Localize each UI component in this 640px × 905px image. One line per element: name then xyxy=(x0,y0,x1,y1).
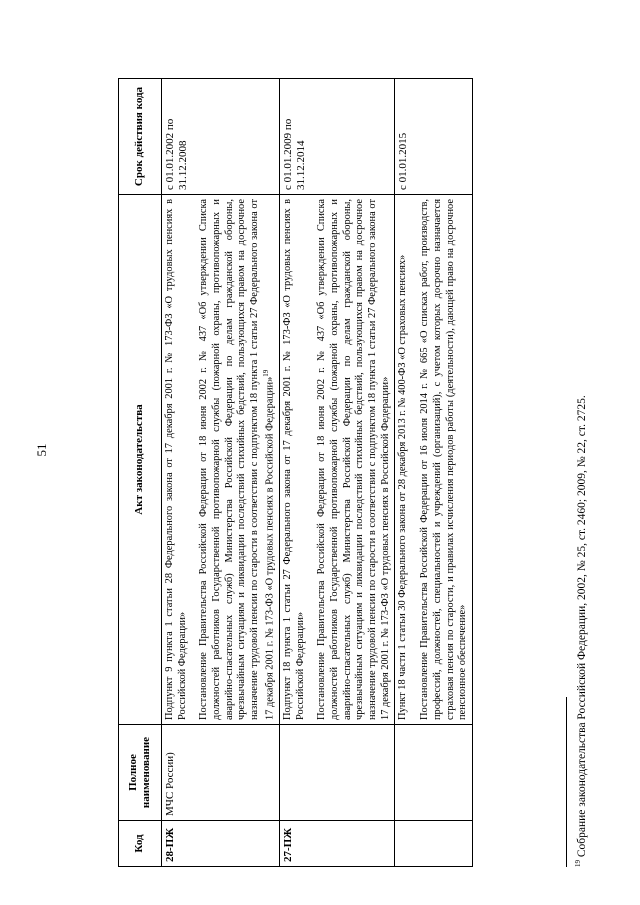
row-name xyxy=(279,725,395,821)
table-row xyxy=(162,79,280,867)
act-paragraph: Подпункт 18 пункта 1 статьи 27 Федерального закона от 17 декабря 2001 г. № 173-ФЗ «О трудовых пенсиях в Российской Федерации» xyxy=(281,199,306,720)
row-code: 27-ПЖ xyxy=(279,821,395,867)
legislation-table xyxy=(118,78,473,867)
row-code: 28-ПЖ xyxy=(162,821,280,867)
act-paragraph: Постановление Правительства Российской Федерации от 16 июля 2014 г. № 665 «О списках работ, производств, профессий, должностей, специальностей и учреждений (организаций), с учетом которых досрочно назначается страховая пенсия по старости, и правилах исчисления периодов работы (деятельности), дающей право на досрочное пенсионное обеспечение» xyxy=(419,199,469,720)
row-name xyxy=(395,725,472,821)
header-term: Срок действия кода xyxy=(119,79,162,195)
footnote xyxy=(574,87,588,867)
footnote-mark: 19 xyxy=(261,369,270,377)
act-paragraph: Подпункт 9 пункта 1 статьи 28 Федерального закона от 17 декабря 2001 г. № 173-ФЗ «О трудовых пенсиях в Российской Федерации» xyxy=(164,199,188,720)
footnote-divider xyxy=(566,697,567,867)
table-header-row xyxy=(119,79,162,867)
header-code: Код xyxy=(119,821,162,867)
table-row xyxy=(279,79,395,867)
row-act xyxy=(395,195,472,725)
act-paragraph: Постановление Правительства Российской Федерации от 18 июня 2002 г. № 437 «Об утверждении Списка должностей работников Государственной противопожарной службы (пожарной охраны, противопожарных и аварийно-спасательных служб) Министерства Российской Федерации по делам гражданской обороны, чрезвычайным ситуациям и ликвидации последствий стихийных бедствий, пользующихся правом на досрочное назначение трудовой пенсии по старости в соответствии с подпунктом 18 пункта 1 статьи 27 Федерального закона от 17 декабря 2001 г. № 173-ФЗ «О трудовых пенсиях в Российской Федерации» xyxy=(316,199,391,720)
act-paragraph xyxy=(198,199,277,720)
row-act xyxy=(162,195,280,725)
header-name: Полное наименование xyxy=(119,725,162,821)
page-number: 51 xyxy=(34,443,49,457)
row-term: с 01.01.2002 по 31.12.2008 xyxy=(162,79,280,195)
row-code xyxy=(395,821,472,867)
act-paragraph-text: Постановление Правительства Российской Федерации от 18 июня 2002 г. № 437 «Об утверждении Списка должностей работников Государственной противопожарной службы (пожарной охраны, противопожарных и аварийно-спасательных служб) Министерства Российской Федерации по делам гражданской обороны, чрезвычайным ситуациям и ликвидации последствий стихийных бедствий, пользующихся правом на досрочное назначение трудовой пенсии по старости в соответствии с подпунктом 18 пункта 1 статьи 27 Федерального закона от 17 декабря 2001 г. № 173-ФЗ «О трудовых пенсиях в Российской Федерации» xyxy=(198,199,276,720)
table-row xyxy=(395,79,472,867)
row-name: МЧС России) xyxy=(162,725,280,821)
row-term: с 01.01.2009 по 31.12.2014 xyxy=(279,79,395,195)
footnote-number: 19 xyxy=(574,860,582,867)
header-act: Акт законодательства xyxy=(119,195,162,725)
act-paragraph: Пункт 18 части 1 статьи 30 Федерального закона от 28 декабря 2013 г. № 400-ФЗ «О страховых пенсиях» xyxy=(397,254,409,720)
footnote-text: Собрание законодательства Российской Федерации, 2002, № 25, ст. 2460; 2009, № 22, ст. 2725. xyxy=(575,395,588,858)
row-act xyxy=(279,195,395,725)
row-term: с 01.01.2015 xyxy=(395,79,472,195)
